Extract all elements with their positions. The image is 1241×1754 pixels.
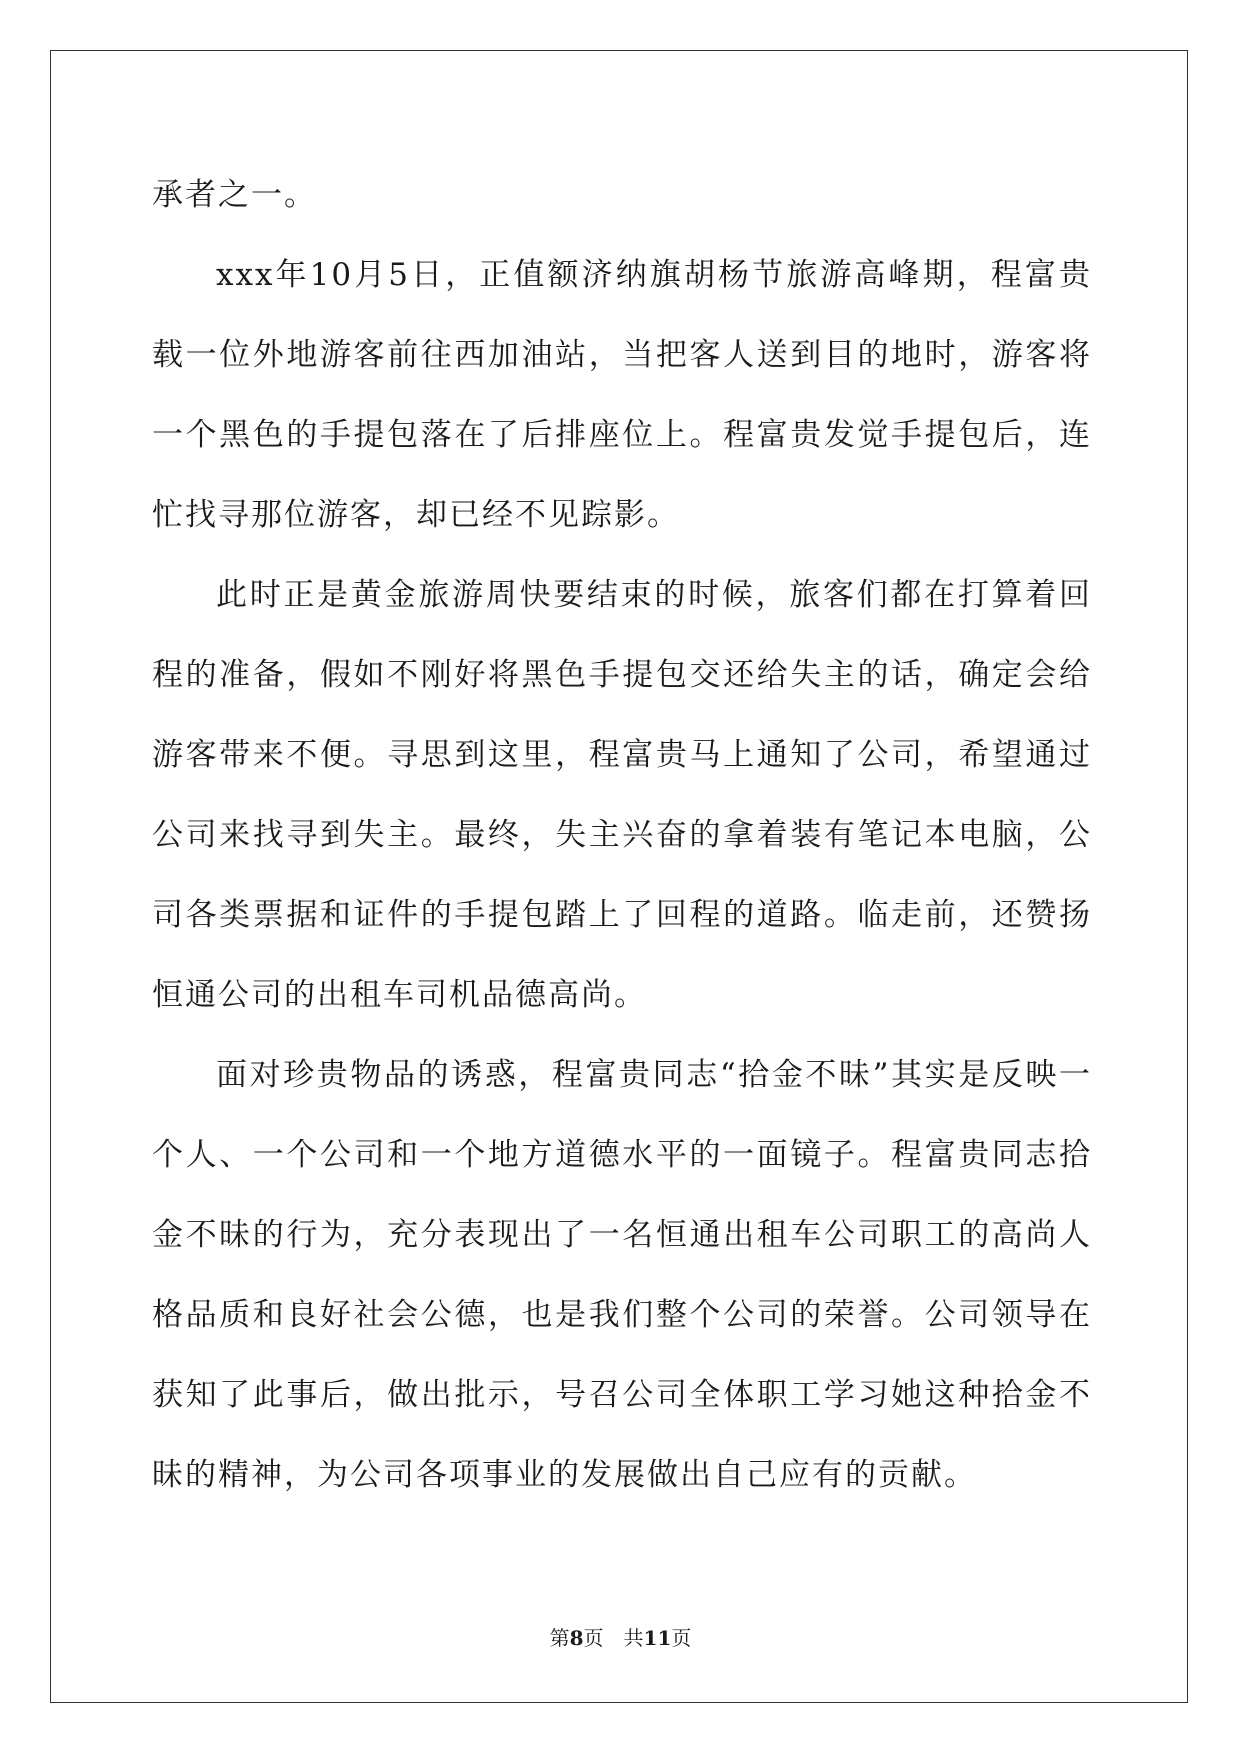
paragraph-1: 承者之一。 [152,177,317,213]
paragraph-3: 此时正是黄金旅游周快要结束的时候，旅客们都在打算着回程的准备，假如不刚好将黑色手提包交还给失主的话，确定会给游客带来不便。寻思到这里，程富贵马上通知了公司，希望通过公司来找寻到失主。最终，失主兴奋的拿着装有笔记本电脑，公司各类票据和证件的手提包踏上了回程的道路。临走前，还赞扬恒通公司的出租车司机品德高尚。 [152,577,1092,1013]
page-footer [0,1622,1241,1651]
paragraph-2: xxx年10月5日，正值额济纳旗胡杨节旅游高峰期，程富贵载一位外地游客前往西加油站，当把客人送到目的地时，游客将一个黑色的手提包落在了后排座位上。程富贵发觉手提包后，连忙找寻那位游客，却已经不见踪影。 [152,257,1092,533]
footer-middle: 页 共 [583,1626,644,1650]
footer-suffix: 页 [671,1626,692,1650]
footer-page-number: 8 [569,1626,584,1650]
footer-prefix: 第 [549,1626,570,1650]
footer-total-pages: 11 [643,1626,672,1650]
document-body [152,155,1092,1515]
paragraph-4: 面对珍贵物品的诱惑，程富贵同志“拾金不昧”其实是反映一个人、一个公司和一个地方道德水平的一面镜子。程富贵同志拾金不昧的行为，充分表现出了一名恒通出租车公司职工的高尚人格品质和良好社会公德，也是我们整个公司的荣誉。公司领导在获知了此事后，做出批示，号召公司全体职工学习她这种拾金不昧的精神，为公司各项事业的发展做出自己应有的贡献。 [152,1057,1092,1493]
